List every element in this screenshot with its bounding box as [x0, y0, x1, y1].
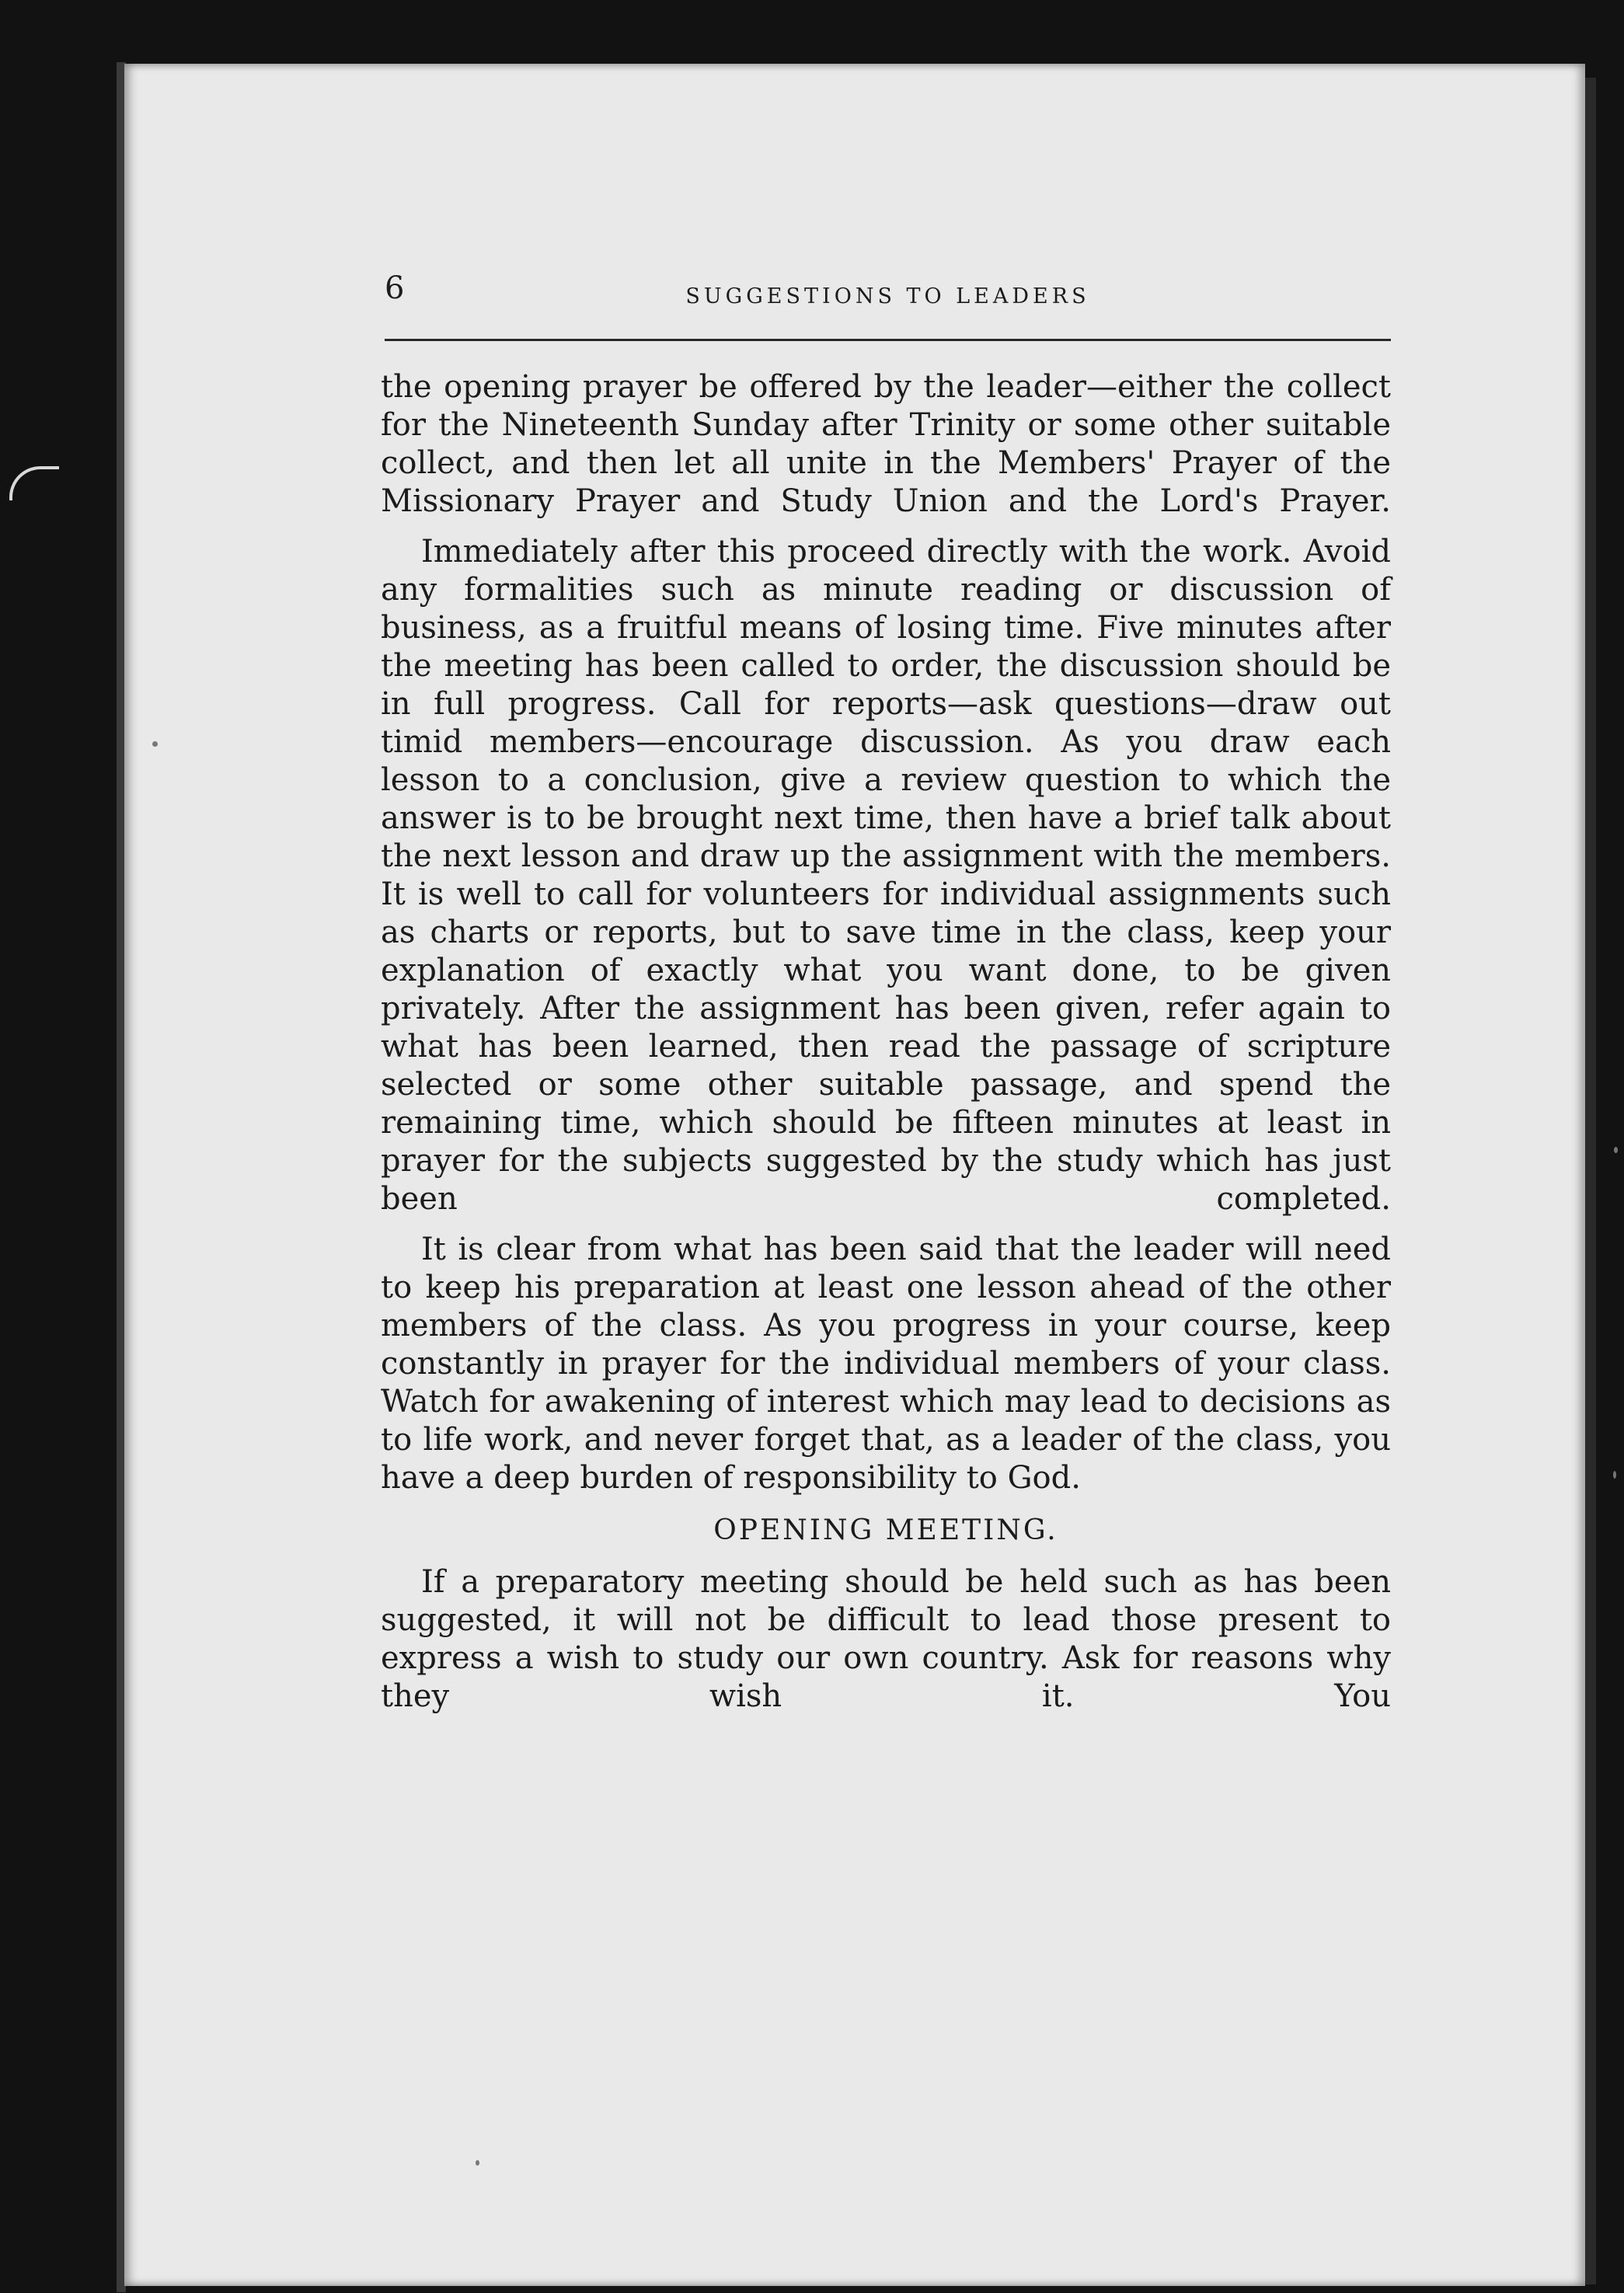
page-curl-mark [9, 466, 59, 500]
running-head: SUGGESTIONS TO LEADERS [685, 284, 1090, 308]
body-text [381, 368, 1391, 1728]
header-rule [385, 339, 1391, 341]
dust-speck [476, 2160, 479, 2166]
paragraph-3: It is clear from what has been said that the leader will need to keep his preparation at least one lesson ahead of the other members of the class. As you progress in your course, keep constantly in prayer for the individual members of your class. Watch for awakening of interest which may lead to decisions as to life work, and never forget that, as a leader of the class, you have a deep burden of responsibility to God. [381, 1232, 1391, 1496]
page-number: 6 [385, 270, 405, 306]
paragraph-2: Immediately after this proceed directly with the work. Avoid any formalities such as minute reading or discussion of business, as a fruitful means of losing time. Five minutes after the meeting has been called to order, the discussion should be in full progress. Call for reports—ask questions—draw out timid members—encourage discussion. As you draw each lesson to a conclusion, give a review question to which the answer is to be brought next time, then have a brief talk about the next lesson and draw up the assignment with the members. It is well to call for volunteers for individual assignments such as charts or reports, but to save time in the class, keep your explanation of exactly what you want done, to be given privately. After the assignment has been given, refer again to what has been learned, then read the passage of scripture selected or some other suitable passage, and spend the remaining time, which should be fifteen minutes at least in prayer for the subjects suggested by the study which has just been completed. [381, 534, 1391, 1217]
page-right-edge [1585, 78, 1596, 2284]
paragraph-4: If a preparatory meeting should be held such as has been suggested, it will not be difficult to lead those present to express a wish to study our own country. Ask for reasons why they wish it. You [381, 1564, 1391, 1714]
dust-speck [1614, 1147, 1618, 1153]
page-header [385, 270, 1391, 317]
paragraph-1: the opening prayer be offered by the leader—either the collect for the Nineteenth Sunday after Trinity or some other suitable collect, and then let all unite in the Members' Prayer of the Missionary Prayer and Study Union and the Lord's Prayer. [381, 369, 1391, 519]
dust-speck [1613, 1471, 1616, 1479]
dust-speck [152, 741, 158, 747]
section-heading: OPENING MEETING. [713, 1514, 1058, 1546]
